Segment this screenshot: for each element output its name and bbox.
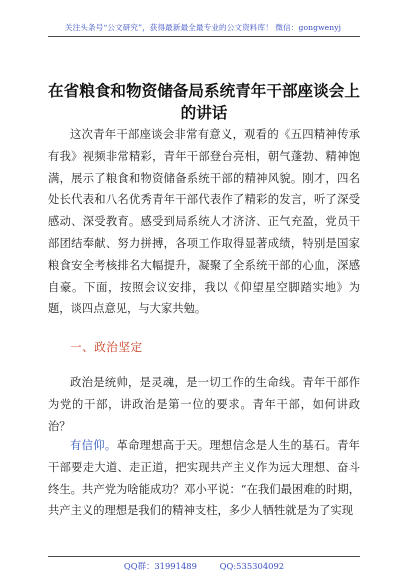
section-heading: 一、政治坚定 <box>70 340 143 354</box>
footer-divider <box>48 556 360 557</box>
faith-paragraph <box>48 435 360 522</box>
contact-footer <box>48 560 360 572</box>
qq-text: QQ:535304092 <box>219 561 285 571</box>
faith-lead: 有信仰。 <box>70 439 117 452</box>
faith-body: 革命理想高于天。理想信念是人生的基石。青年干部要走大道、走正道，把实现共产主义作为远大理想、奋斗终生。共产党为啥能成功？邓小平说：“在我们最困难的时期，共产主义的理想是我们的精神支柱，多少人牺牲就是为了实现 <box>48 439 360 518</box>
qq-group-text: QQ群：31991489 <box>123 561 197 571</box>
intro-paragraph: 这次青年干部座谈会非常有意义，观看的《五四精神传承有我》视频非常精彩，青年干部登台亮相，朝气蓬勃、精神饱满，展示了粮食和物资储备系统干部的精神风貌。刚才，四名处长代表和八名优秀青年干部代表作了精彩的发言，听了深受感动、深受教育。感受到局系统人才济济、正气充盈，党员干部团结奉献、努力拼搏，各项工作取得显著成绩，特别是国家粮食安全考核排名大幅提升，凝聚了全系统干部的心血，深感自豪。下面，按照会议安排，我以《仰望星空脚踏实地》为题，谈四点意见，与大家共勉。 <box>48 128 360 316</box>
document-title: 在省粮食和物资储备局系统青年干部座谈会上的讲话 <box>48 81 360 122</box>
promo-header: 关注头条号“公文研究”，获得最新最全最专业的公文资料库！ 微信：gongwenyj <box>64 23 342 32</box>
politics-paragraph: 政治是统帅，是灵魂，是一切工作的生命线。青年干部作为党的干部，讲政治是第一位的要求。青年干部，如何讲政治？ <box>48 376 360 433</box>
header-divider <box>48 36 360 37</box>
